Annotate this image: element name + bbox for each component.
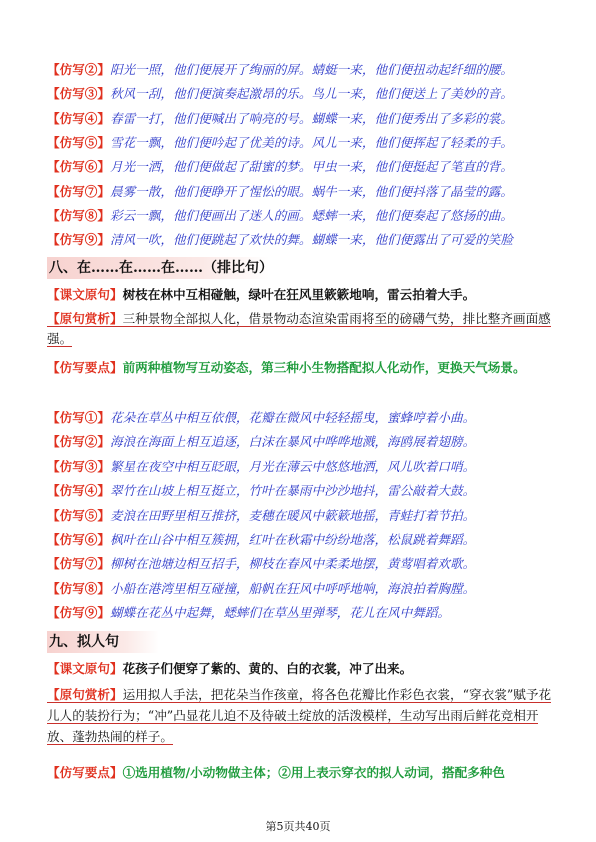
fangxie-row	[47, 184, 557, 200]
yaodian-text: ①选用植物/小动物做主体；②用上表示穿衣的拟人动词，搭配多种色	[122, 765, 505, 780]
fangxie-text: 秋风一刮，他们便演奏起激昂的乐。鸟儿一来，他们便送上了美妙的音。	[109, 86, 513, 102]
fangxie-tag: 【仿写⑤】	[47, 507, 110, 523]
page-footer: 第5页共40页	[265, 820, 331, 833]
fangxie-row	[47, 111, 557, 127]
fangxie-text: 繁星在夜空中相互眨眼，月光在薄云中悠悠地洒，风儿吹着口哨。	[109, 458, 476, 474]
fangxie-text: 花朵在草丛中相互依偎，花瓣在微风中轻轻摇曳，蜜蜂哼着小曲。	[109, 410, 476, 425]
yaodian-tag: 【仿写要点】	[47, 360, 123, 375]
fangxie-text: 小船在港湾里相互碰撞，船帆在狂风中呼呼地响，海浪拍着胸膛。	[109, 580, 476, 596]
section-9-kewen	[47, 661, 557, 677]
fangxie-tag: 【仿写⑧】	[47, 580, 110, 596]
fangxie-row	[47, 159, 557, 175]
fangxie-tag: 【仿写⑥】	[47, 159, 110, 175]
yaodian-tag: 【仿写要点】	[47, 765, 123, 780]
section-9-heading: 九、拟人句	[47, 631, 159, 653]
fangxie-tag: 【仿写④】	[47, 483, 110, 499]
fangxie-row	[47, 135, 557, 151]
fangxie-row	[47, 208, 557, 224]
section-8-yaodian	[47, 358, 559, 378]
kewen-tag: 【课文原句】	[47, 287, 123, 302]
fangxie-row	[47, 508, 557, 524]
fangxie-tag: 【仿写②】	[47, 62, 110, 77]
fangxie-row	[47, 605, 557, 621]
fangxie-text: 麦浪在田野里相互推挤，麦穗在暖风中簌簌地摇，青蛙打着节拍。	[109, 507, 476, 523]
fangxie-tag: 【仿写③】	[47, 86, 110, 102]
fangxie-tag: 【仿写⑤】	[47, 134, 110, 150]
fangxie-tag: 【仿写⑨】	[47, 232, 110, 248]
fangxie-row	[47, 581, 557, 597]
section-9-shangxi	[47, 684, 559, 747]
fangxie-row	[47, 556, 557, 572]
shangxi-text: 运用拟人手法，把花朵当作孩童，将各色花瓣比作彩色衣裳，“穿衣裳”赋予花儿人的装扮行为；“冲”凸显花儿迫不及待破土绽放的活泼模样，生动写出雨后鲜花竞相开放、蓬勃热闹的样子。	[47, 687, 552, 744]
fangxie-text: 翠竹在山坡上相互挺立，竹叶在暴雨中沙沙地抖，雷公敲着大鼓。	[109, 483, 476, 499]
fangxie-row	[47, 232, 557, 248]
fangxie-text: 春雷一打，他们便喊出了响亮的号。蝴蝶一来，他们便秀出了多彩的裳。	[109, 110, 513, 126]
fangxie-text: 枫叶在山谷中相互簇拥，红叶在秋霜中纷纷地落，松鼠跳着舞蹈。	[109, 532, 476, 547]
fangxie-row	[47, 62, 557, 78]
fangxie-row	[47, 86, 557, 102]
fangxie-text: 彩云一飘，他们便画出了迷人的画。蟋蟀一来，他们便奏起了悠扬的曲。	[109, 207, 513, 223]
fangxie-row	[47, 459, 557, 475]
shangxi-text: 三种景物全部拟人化，借景物动态渲染雷雨将至的磅礴气势，排比整齐画面感强。	[47, 311, 551, 346]
shangxi-tag: 【原句赏析】	[47, 311, 123, 326]
fangxie-tag: 【仿写⑦】	[47, 556, 110, 572]
fangxie-text: 蝴蝶在花丛中起舞，蟋蟀们在草丛里弹琴，花儿在风中舞蹈。	[109, 605, 450, 621]
fangxie-row	[47, 410, 557, 426]
fangxie-tag: 【仿写⑧】	[47, 207, 110, 223]
fangxie-tag: 【仿写④】	[47, 110, 110, 126]
fangxie-text: 清风一吹，他们便跳起了欢快的舞。蝴蝶一来，他们便露出了可爱的笑脸	[109, 232, 513, 248]
kewen-text: 树枝在林中互相碰触，绿叶在狂风里簌簌地响，雷云拍着大手。	[122, 287, 476, 302]
section-8-heading: 八、在……在……在……（排比句）	[47, 257, 269, 279]
fangxie-text: 海浪在海面上相互追逐，白沫在暴风中哗哗地溅，海鸥展着翅膀。	[109, 434, 476, 450]
shangxi-tag: 【原句赏析】	[47, 687, 123, 702]
kewen-text: 花孩子们便穿了紫的、黄的、白的衣裳，冲了出来。	[122, 661, 413, 676]
fangxie-text: 雪花一飘，他们便吟起了优美的诗。风儿一来，他们便挥起了轻柔的手。	[109, 134, 513, 150]
kewen-tag: 【课文原句】	[47, 661, 123, 676]
fangxie-tag: 【仿写⑨】	[47, 605, 110, 621]
section-9-yaodian	[47, 765, 559, 781]
fangxie-tag: 【仿写③】	[47, 458, 110, 474]
yaodian-text: 前两种植物写互动姿态，第三种小生物搭配拟人化动作，更换天气场景。	[122, 360, 526, 375]
fangxie-tag: 【仿写①】	[47, 410, 110, 425]
fangxie-row	[47, 532, 557, 548]
fangxie-row	[47, 483, 557, 499]
section-8-kewen	[47, 287, 557, 303]
fangxie-tag: 【仿写⑦】	[47, 183, 110, 199]
fangxie-tag: 【仿写②】	[47, 434, 110, 450]
fangxie-text: 月光一洒，他们便做起了甜蜜的梦。甲虫一来，他们便挺起了笔直的背。	[109, 159, 513, 175]
fangxie-text: 晨雾一散，他们便睁开了惺忪的眼。蜗牛一来，他们便抖落了晶莹的露。	[109, 183, 513, 199]
fangxie-row	[47, 434, 557, 450]
fangxie-text: 阳光一照，他们便展开了绚丽的屏。蜻蜓一来，他们便扭动起纤细的腰。	[109, 62, 513, 77]
fangxie-text: 柳树在池塘边相互招手，柳枝在春风中柔柔地摆，黄莺唱着欢歌。	[109, 556, 476, 572]
section-8-shangxi	[47, 309, 559, 349]
fangxie-tag: 【仿写⑥】	[47, 532, 110, 547]
